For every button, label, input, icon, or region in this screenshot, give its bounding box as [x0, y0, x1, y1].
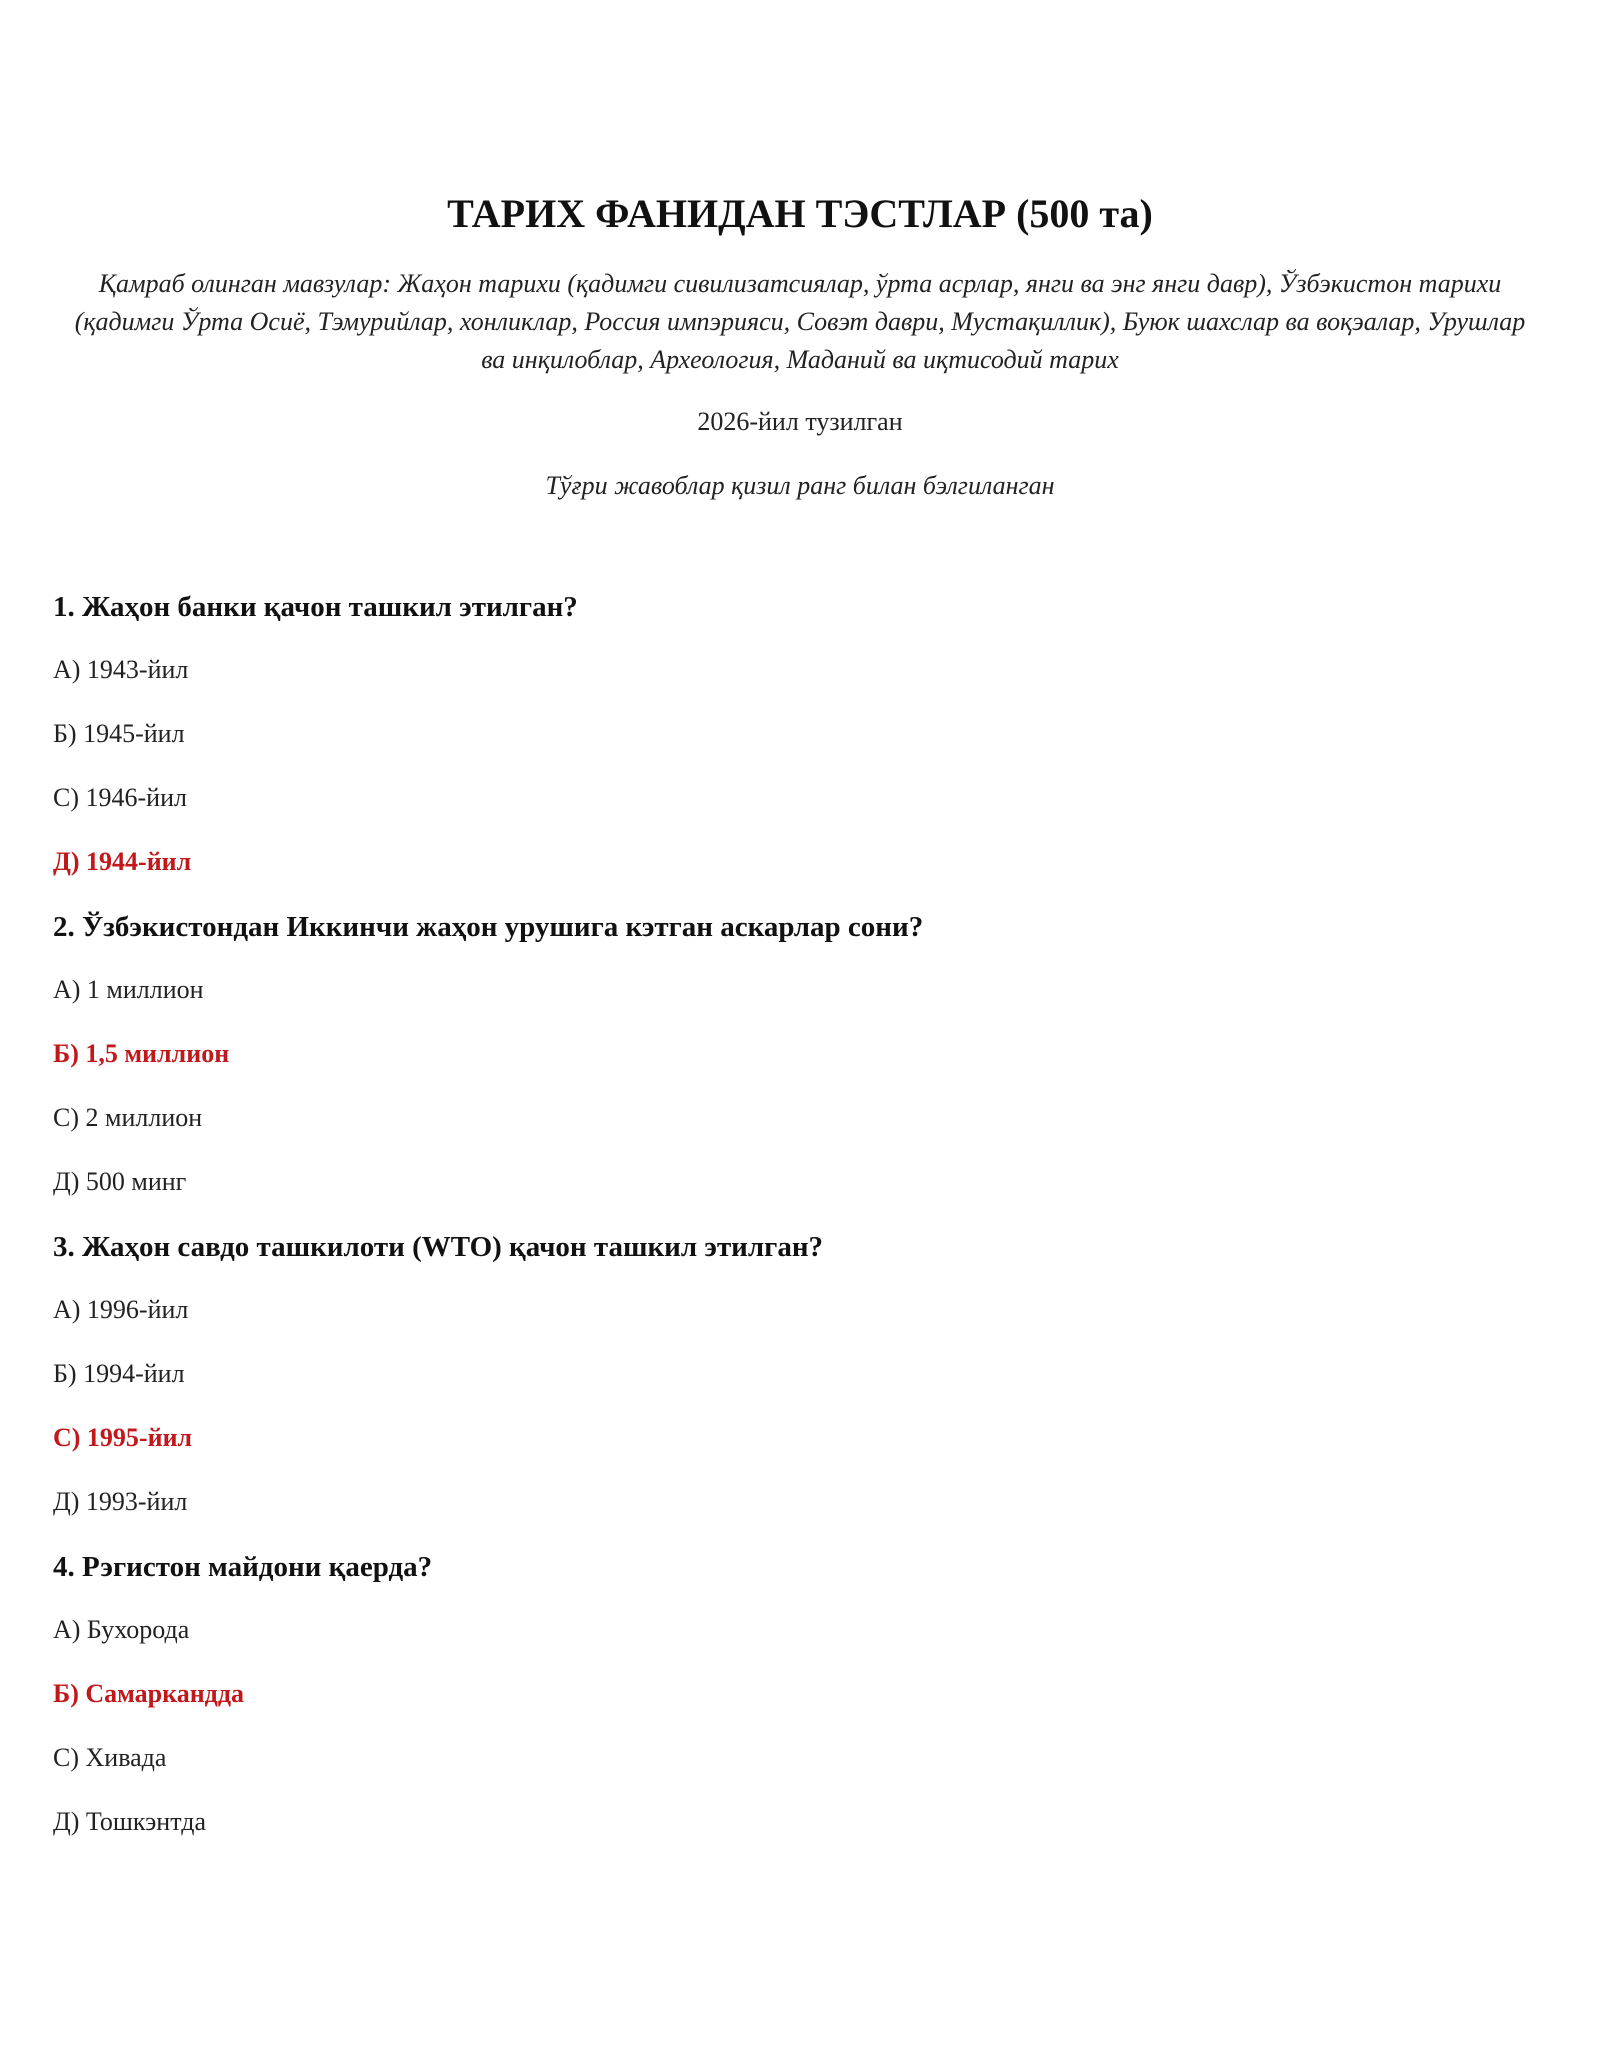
answer-option: А) 1996-йил: [53, 1295, 189, 1324]
question-text: 1. Жаҳон банки қачон ташкил этилган?: [53, 591, 578, 623]
answer-option: А) 1943-йил: [53, 655, 189, 684]
answer-option: Д) Тошкэнтда: [53, 1807, 206, 1836]
question-text: 2. Ўзбэкистондан Иккинчи жаҳон урушига кэтган аскарлар сони?: [53, 911, 924, 943]
topics-description: Қамраб олинган мавзулар: Жаҳон тарихи (қадимги сивилизатсиялар, ўрта асрлар, янги ва энг янги давр), Ўзбэкистон тарихи (қадимги Ўрта Осиё, Тэмурийлар, хонликлар, Россия импэрияси, Совэт даври, Мустақиллик), Буюк шахслар ва воқэалар, Урушлар ва инқилоблар, Археология, Маданий ва иқтисодий тарих: [74, 269, 1526, 374]
question-1: [53, 589, 1547, 879]
question-4: [53, 1549, 1547, 1839]
answer-option: А) 1 миллион: [53, 975, 204, 1004]
question-text: 3. Жаҳон савдо ташкилоти (WTO) қачон ташкил этилган?: [53, 1231, 824, 1263]
answer-option: А) Бухорода: [53, 1615, 190, 1644]
answer-option: Д) 500 минг: [53, 1167, 187, 1196]
answer-option: С) 1946-йил: [53, 783, 187, 812]
correct-answer-option: Б) Самаркандда: [53, 1679, 244, 1708]
answer-option: Д) 1993-йил: [53, 1487, 188, 1516]
correct-answer-option: С) 1995-йил: [53, 1423, 193, 1452]
page-title: ТАРИХ ФАНИДАН ТЭСТЛАР (500 та): [447, 191, 1153, 236]
answer-key-note: Тўғри жавоблар қизил ранг билан бэлгиланган: [545, 471, 1055, 500]
compiled-date: 2026-йил тузилган: [697, 407, 903, 436]
question-2: [53, 909, 1547, 1199]
correct-answer-option: Д) 1944-йил: [53, 847, 192, 876]
answer-option: Б) 1994-йил: [53, 1359, 185, 1388]
correct-answer-option: Б) 1,5 миллион: [53, 1039, 230, 1068]
question-list: [53, 589, 1547, 1839]
question-3: [53, 1229, 1547, 1519]
answer-option: Б) 1945-йил: [53, 719, 185, 748]
answer-option: С) 2 миллион: [53, 1103, 203, 1132]
answer-option: С) Хивада: [53, 1743, 167, 1772]
question-text: 4. Рэгистон майдони қаерда?: [53, 1551, 433, 1583]
